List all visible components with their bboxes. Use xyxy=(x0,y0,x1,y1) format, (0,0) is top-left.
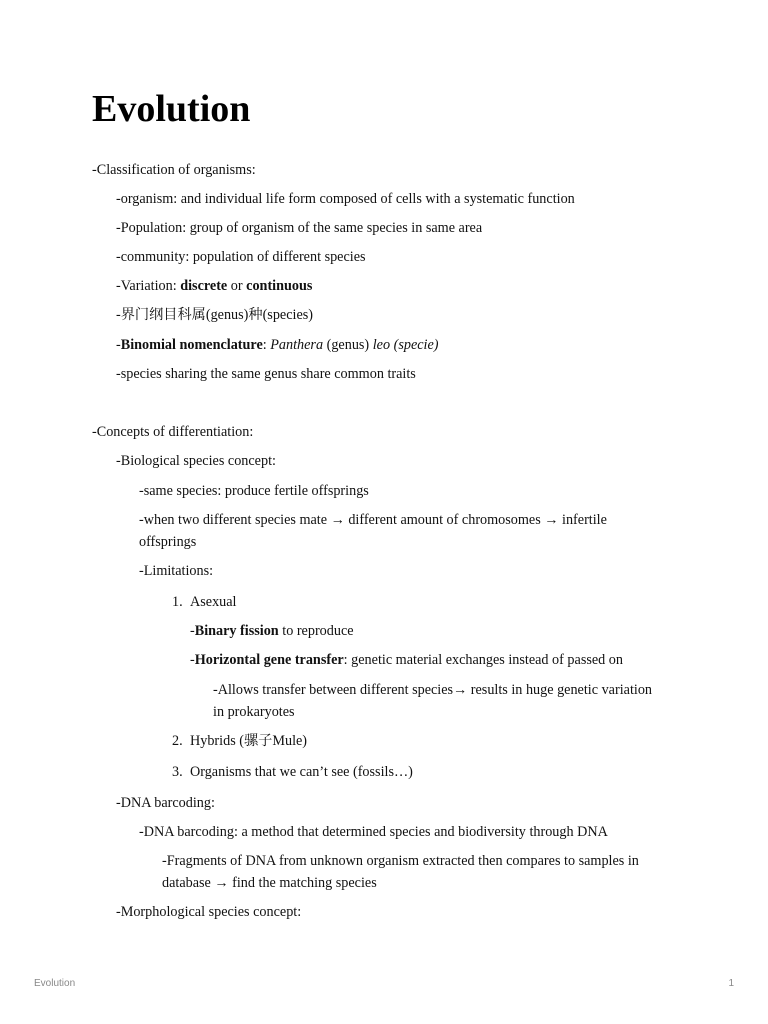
binary-fission-term: Binary fission xyxy=(194,623,279,639)
footer-page-number: 1 xyxy=(728,978,734,989)
dna-barcoding-heading: -DNA barcoding: xyxy=(116,795,215,811)
morphological-species-concept-heading: -Morphological species concept: xyxy=(116,904,302,920)
population-definition: -Population: group of organism of the same species in same area xyxy=(116,220,483,236)
taxonomy-ranks: -界门纲目科属(genus)种(species) xyxy=(116,307,314,323)
section-heading-classification: -Classification of organisms: xyxy=(92,162,256,178)
binomial-prefix: - xyxy=(116,337,121,353)
binomial-nomenclature-line xyxy=(116,334,439,356)
binary-fission-line xyxy=(190,620,354,642)
genus-example: Panthera xyxy=(270,337,324,353)
binomial-term: Binomial nomenclature xyxy=(120,337,263,353)
section-heading-differentiation: -Concepts of differentiation: xyxy=(92,424,254,440)
limitations-heading: -Limitations: xyxy=(139,563,214,579)
list-item-text: Organisms that we can’t see (fossils…) xyxy=(190,764,413,780)
list-number: 3. xyxy=(172,764,183,780)
horizontal-transfer-term: Horizontal gene transfer xyxy=(194,652,344,668)
limitation-item-hybrids xyxy=(172,730,307,752)
footer-document-label: Evolution xyxy=(34,978,76,989)
dna-fragments-line: -Fragments of DNA from unknown organism extracted then compares to samples in database → find the matching species xyxy=(162,853,639,891)
limitation-item-unseen-organisms xyxy=(172,761,413,783)
limitation-item-asexual xyxy=(172,591,237,613)
different-species-mate-line: -when two different species mate → different amount of chromosomes → infertile offsprings xyxy=(139,512,607,550)
dna-barcoding-definition: -DNA barcoding: a method that determined species and biodiversity through DNA xyxy=(139,824,608,840)
variation-term-discrete: discrete xyxy=(180,278,228,294)
organism-definition: -organism: and individual life form composed of cells with a systematic function xyxy=(116,191,575,207)
binary-fission-rest: to reproduce xyxy=(278,623,354,639)
binary-fission-prefix: - xyxy=(190,623,195,639)
community-definition: -community: population of different species xyxy=(116,249,366,265)
list-item-text: Hybrids (骡子Mule) xyxy=(190,733,308,749)
biological-species-concept-heading: -Biological species concept: xyxy=(116,453,276,469)
page-title: Evolution xyxy=(92,88,251,130)
genus-note: (genus) xyxy=(323,337,373,353)
variation-line xyxy=(116,275,312,297)
allows-transfer-line: -Allows transfer between different species→ results in huge genetic variation in prokaryotes xyxy=(213,682,653,720)
shared-genus-note: -species sharing the same genus share common traits xyxy=(116,366,416,382)
list-number: 2. xyxy=(172,733,183,749)
variation-term-continuous: continuous xyxy=(246,278,313,294)
horizontal-transfer-rest: : genetic material exchanges instead of passed on xyxy=(343,652,623,668)
horizontal-transfer-prefix: - xyxy=(190,652,195,668)
same-species-line: -same species: produce fertile offsprings xyxy=(139,483,369,499)
variation-mid: or xyxy=(227,278,247,294)
variation-prefix: -Variation: xyxy=(116,278,181,294)
horizontal-gene-transfer-line xyxy=(190,649,623,671)
binomial-sep: : xyxy=(262,337,271,353)
list-number: 1. xyxy=(172,594,183,610)
species-example: leo (specie) xyxy=(372,337,439,353)
list-item-text: Asexual xyxy=(190,594,237,610)
